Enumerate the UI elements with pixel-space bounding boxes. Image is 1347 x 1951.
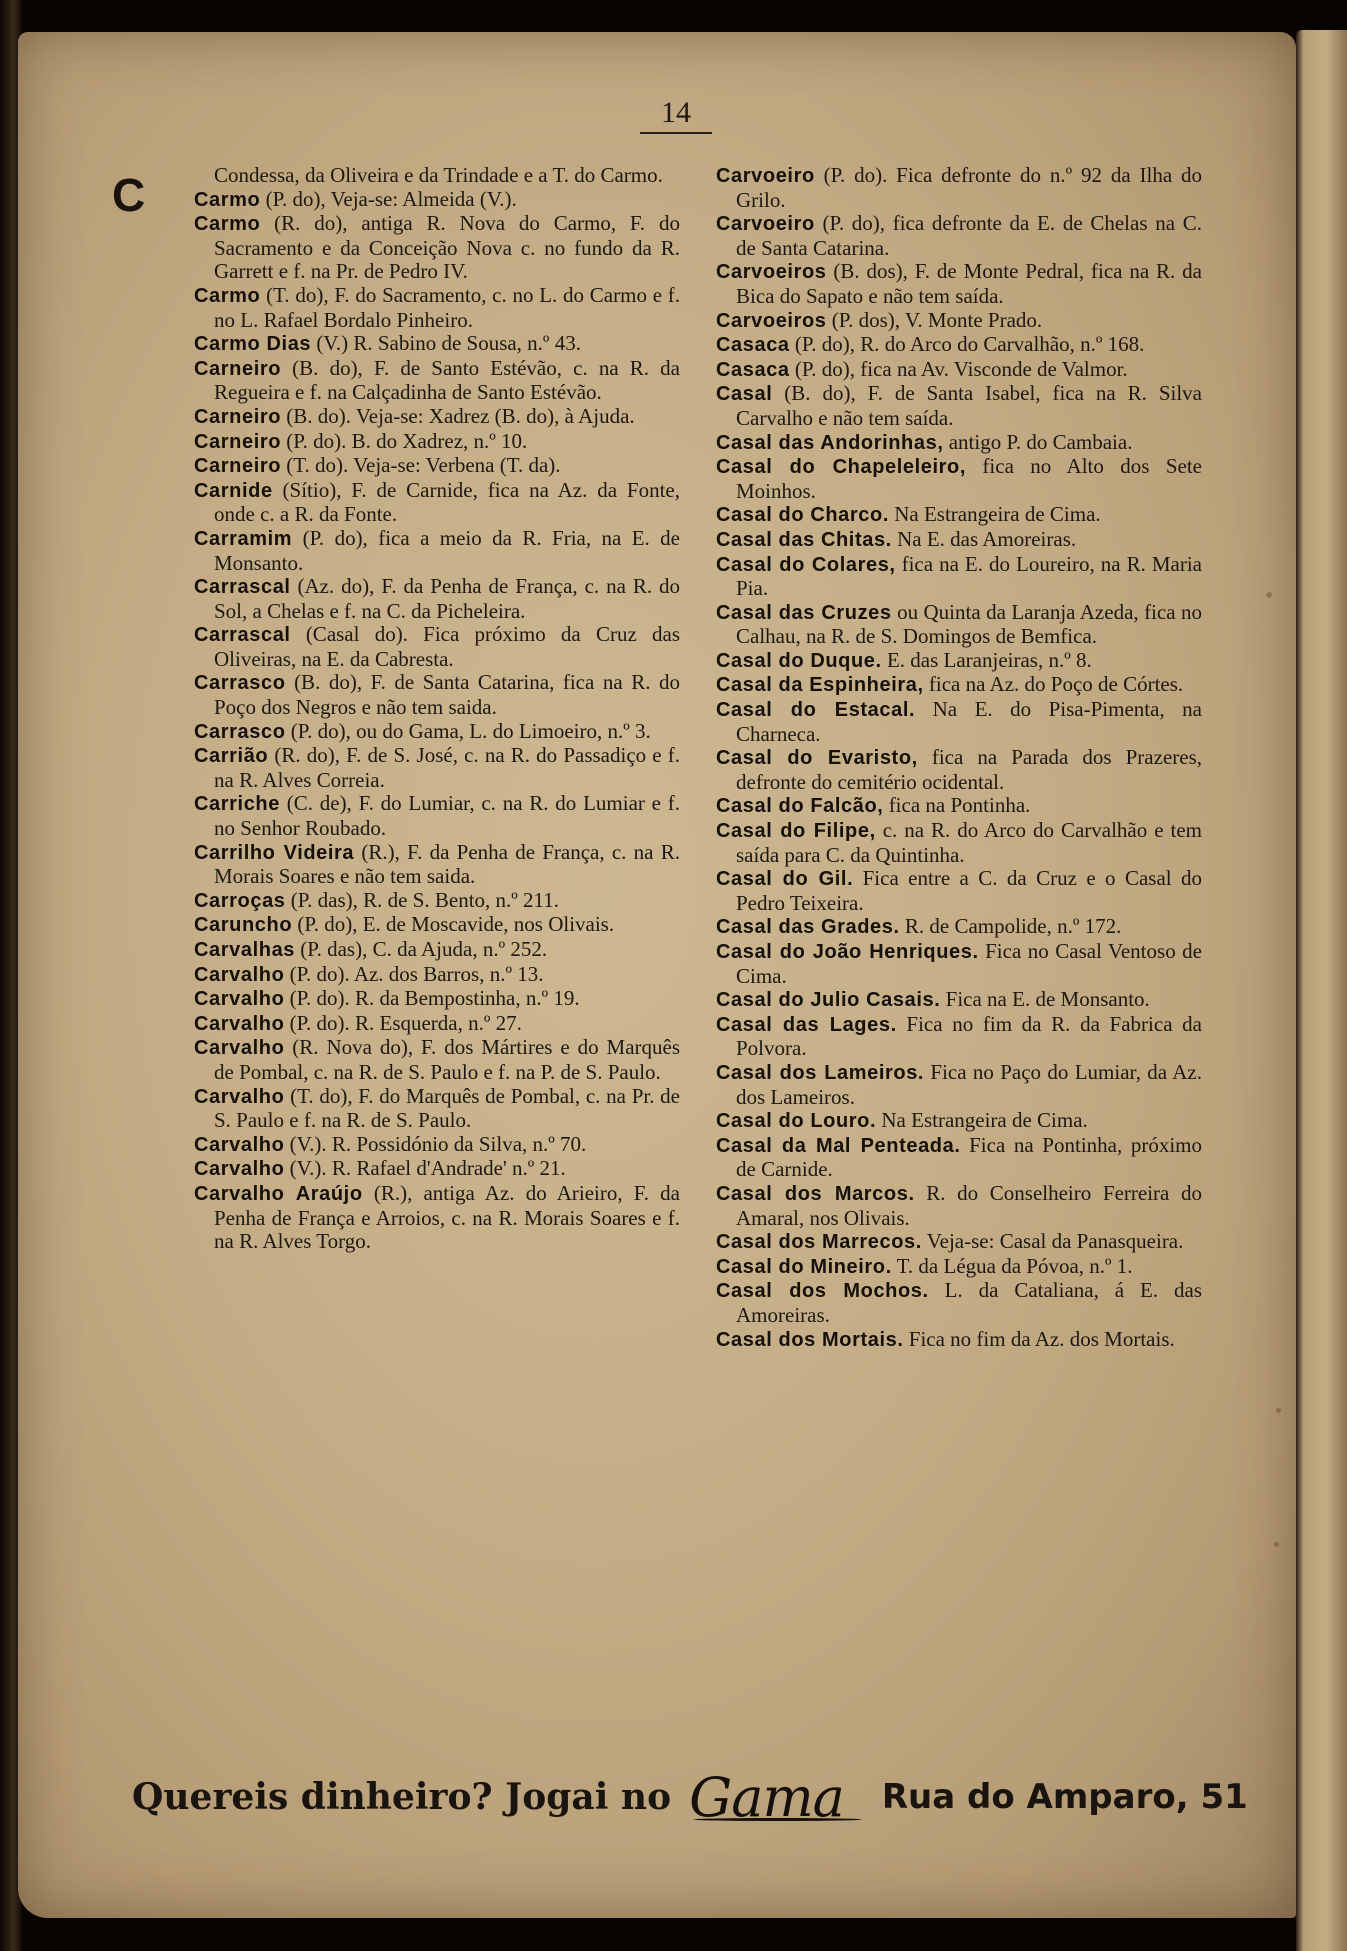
street-description: antigo P. do Cambaia. — [943, 429, 1133, 454]
street-name: Casal do João Henriques. — [716, 941, 979, 963]
street-description: Fica no Casal Ventoso de Cima. — [736, 939, 1202, 988]
street-name: Casal do Chapeleleiro, — [716, 456, 967, 479]
paper-stain — [1274, 1542, 1279, 1547]
street-description: Fica entre a C. da Cruz e o Casal do Pedro Teixeira. — [736, 866, 1202, 915]
street-name: Casal do Filipe, — [716, 820, 876, 843]
street-description: E. das Laranjeiras, n.º 8. — [881, 647, 1092, 672]
street-description: Fica no Paço do Lumiar, da Az. dos Lameiros. — [736, 1059, 1202, 1109]
street-description: fica na Pontinha. — [883, 793, 1031, 818]
street-entry — [716, 212, 1202, 260]
street-entry — [716, 260, 1202, 308]
street-description: (T. do). Veja-se: Verbena (T. da). — [281, 453, 561, 478]
street-name: Casal — [716, 383, 773, 406]
street-entry — [716, 553, 1202, 601]
street-description: (B. do), F. de Santo Estévão, c. na R. da Regueira e f. na Calçadinha de Santo Estévão. — [214, 355, 680, 405]
street-name: Casal das Andorinhas, — [716, 431, 944, 454]
street-entry — [194, 284, 680, 332]
street-description: (P. do). Az. dos Barros, n.º 13. — [284, 961, 544, 986]
street-name: Casal dos Mortais. — [716, 1328, 904, 1351]
street-description: Na E. das Amoreiras. — [891, 526, 1077, 551]
street-entry — [716, 940, 1202, 988]
street-description: L. da Cataliana, á E. das Amoreiras. — [736, 1278, 1202, 1327]
street-name: Casal da Espinheira, — [716, 674, 924, 697]
footer-address: Rua do Amparo, 51 — [881, 1777, 1248, 1817]
street-name: Casal dos Marrecos. — [716, 1231, 922, 1254]
street-description: (P. das), R. de S. Bento, n.º 211. — [285, 887, 560, 912]
street-entry — [194, 623, 680, 671]
street-name: Carramim — [194, 527, 293, 550]
street-entry — [716, 1279, 1202, 1327]
street-name: Carvalho — [194, 1133, 285, 1156]
footer-slogan: Quereis dinheiro? Jogai no — [132, 1776, 672, 1818]
street-name: Carvoeiro — [716, 213, 815, 236]
street-name: Casal das Grades. — [716, 916, 900, 939]
street-description: Fica no fim da Az. dos Mortais. — [903, 1326, 1175, 1351]
street-name: Carrião — [194, 745, 269, 768]
street-name: Carnide — [194, 479, 273, 502]
street-entry — [716, 819, 1202, 867]
street-description: (P. do), ou do Gama, L. do Limoeiro, n.º 3. — [285, 718, 651, 743]
street-description: Condessa, da Oliveira e da Trindade e a T. do Carmo. — [214, 163, 663, 187]
street-entry — [716, 455, 1202, 503]
street-name: Carvoeiros — [716, 309, 827, 332]
street-name: Casal dos Lameiros. — [716, 1061, 925, 1084]
street-description: fica no Alto dos Sete Moinhos. — [736, 454, 1202, 503]
street-entry — [194, 1036, 680, 1084]
street-entry — [716, 503, 1202, 528]
street-description: (P. do). B. do Xadrez, n.º 10. — [281, 428, 528, 453]
street-entry — [716, 1061, 1202, 1109]
street-entry — [716, 673, 1202, 698]
street-entry — [194, 1157, 680, 1182]
street-name: Casal do Gil. — [716, 868, 854, 891]
street-entry — [716, 698, 1202, 746]
street-description: (P. do), E. de Moscavide, nos Olivais. — [292, 912, 615, 937]
street-description: (V.). R. Rafael d'Andrade' n.º 21. — [284, 1156, 566, 1181]
street-entry — [716, 1230, 1202, 1255]
street-name: Carvoeiros — [716, 261, 827, 284]
street-name: Carrascal — [194, 624, 291, 647]
street-entry — [194, 720, 680, 745]
street-name: Casal das Cruzes — [716, 601, 892, 624]
street-name: Casal do Colares, — [716, 553, 896, 576]
street-name: Casal dos Marcos. — [716, 1182, 915, 1205]
right-column — [716, 164, 1202, 1352]
street-description: Veja-se: Casal da Panasqueira. — [921, 1229, 1184, 1254]
street-description: c. na R. do Arco do Carvalhão e tem saída para C. da Quintinha. — [736, 818, 1202, 867]
street-name: Caruncho — [194, 914, 293, 937]
street-description: Na Estrangeira de Cima. — [888, 502, 1101, 527]
street-name: Carrasco — [194, 720, 286, 743]
street-description: (R. do), F. de S. José, c. na R. do Passadiço e f. na R. Alves Correia. — [214, 743, 680, 792]
paper-stain — [1266, 592, 1272, 598]
street-description: (P. do), fica defronte da E. de Chelas na C. de Santa Catarina. — [736, 211, 1202, 260]
street-entry — [716, 528, 1202, 553]
street-name: Casal do Estacal. — [716, 699, 916, 722]
street-entry — [194, 1133, 680, 1158]
street-entry — [194, 164, 680, 188]
street-description: Fica na E. de Monsanto. — [940, 987, 1150, 1012]
street-entry — [194, 841, 680, 889]
section-letter: C — [112, 169, 146, 221]
street-entry — [716, 794, 1202, 819]
street-description: (R. do), antiga R. Nova do Carmo, F. do Sacramento e da Conceição Nova c. no fundo da R. Garrett e f. na Pr. de Pedro IV. — [214, 211, 680, 284]
street-entry — [194, 792, 680, 840]
street-name: Casal do Julio Casais. — [716, 989, 941, 1012]
street-name: Carroças — [194, 889, 286, 912]
street-description: (P. do). Fica defronte do n.º 92 da Ilha do Grilo. — [736, 163, 1202, 212]
street-description: (R.), F. da Penha de França, c. na R. Morais Soares e não tem saida. — [214, 839, 680, 889]
street-entry — [194, 671, 680, 719]
street-name: Carrasco — [194, 672, 286, 695]
street-name: Casal do Mineiro. — [716, 1255, 892, 1278]
street-entry — [194, 188, 680, 213]
street-entry — [716, 915, 1202, 940]
street-description: (P. dos), V. Monte Prado. — [826, 307, 1043, 332]
street-entry — [716, 1109, 1202, 1134]
street-description: (B. dos), F. de Monte Pedral, fica na R. da Bica do Sapato e não tem saída. — [736, 259, 1202, 308]
street-entry — [716, 1182, 1202, 1230]
page-number: 14 — [640, 96, 712, 134]
street-entry — [716, 601, 1202, 649]
street-name: Casal do Evaristo, — [716, 747, 918, 770]
street-entry — [716, 649, 1202, 674]
street-entry — [716, 333, 1202, 358]
street-description: T. da Légua da Póvoa, n.º 1. — [891, 1253, 1133, 1278]
street-description: Na E. do Pisa-Pimenta, na Charneca. — [736, 697, 1202, 746]
street-name: Carmo — [194, 188, 261, 211]
street-description: (P. do). R. Esquerda, n.º 27. — [284, 1010, 522, 1035]
street-name: Carneiro — [194, 405, 282, 428]
street-entry — [194, 454, 680, 479]
street-description: (P. do), fica a meio da R. Fria, na E. de Monsanto. — [214, 525, 680, 575]
street-entry — [194, 479, 680, 527]
street-description: (T. do), F. do Sacramento, c. no L. do Carmo e f. no L. Rafael Bordalo Pinheiro. — [214, 282, 680, 332]
street-name: Carvalho — [194, 963, 285, 986]
street-entry — [716, 358, 1202, 383]
street-name: Carmo — [194, 213, 261, 236]
street-entry — [716, 746, 1202, 794]
street-name: Casal do Charco. — [716, 504, 889, 527]
street-entry — [716, 309, 1202, 334]
street-entry — [716, 382, 1202, 430]
street-name: Carvalho Araújo — [194, 1182, 363, 1205]
street-entry — [716, 164, 1202, 212]
street-description: (R.), antiga Az. do Arieiro, F. da Penha de França e Arroios, c. na R. Morais Soares e f. na R. Alves Torgo. — [214, 1180, 680, 1254]
street-description: (B. do), F. de Santa Isabel, fica na R. Silva Carvalho e não tem saída. — [736, 381, 1202, 430]
street-entry — [194, 430, 680, 455]
street-name: Casal das Lages. — [716, 1013, 897, 1036]
street-entry — [194, 332, 680, 357]
street-entry — [194, 889, 680, 914]
street-description: (P. do). R. da Bempostinha, n.º 19. — [284, 986, 580, 1011]
street-description: (P. do), fica na Av. Visconde de Valmor. — [789, 356, 1128, 381]
street-entry — [194, 527, 680, 575]
street-entry — [194, 744, 680, 792]
street-description: (P. das), C. da Ajuda, n.º 252. — [295, 937, 548, 961]
street-entry — [194, 913, 680, 938]
street-name: Carriche — [194, 793, 280, 816]
street-name: Casal das Chitas. — [716, 528, 892, 551]
street-description: (Sítio), F. de Carnide, fica na Az. da Fonte, onde c. a R. da Fonte. — [214, 477, 680, 527]
street-description: fica na E. do Loureiro, na R. Maria Pia. — [736, 551, 1202, 601]
street-description: (P. do), R. do Arco do Carvalhão, n.º 168. — [789, 332, 1145, 357]
street-entry — [194, 987, 680, 1012]
street-entry — [194, 1085, 680, 1133]
street-description: R. de Campolide, n.º 172. — [899, 914, 1122, 939]
street-name: Carvalho — [194, 1012, 285, 1035]
street-entry — [194, 938, 680, 963]
street-name: Carrascal — [194, 576, 291, 599]
street-name: Carneiro — [194, 357, 282, 380]
street-entry — [194, 212, 680, 284]
street-entry — [716, 1255, 1202, 1280]
street-name: Casal da Mal Penteada. — [716, 1134, 961, 1157]
street-name: Carvoeiro — [716, 165, 815, 187]
street-description: fica na Az. do Poço de Córtes. — [923, 672, 1184, 697]
street-name: Carrilho Videira — [194, 841, 355, 864]
street-name: Casal do Louro. — [716, 1110, 877, 1133]
street-description: fica na Parada dos Prazeres, defronte do cemitério ocidental. — [736, 745, 1202, 794]
street-entry — [716, 431, 1202, 456]
street-description: Fica na Pontinha, próximo de Carnide. — [736, 1132, 1203, 1182]
street-description: (P. do), Veja-se: Almeida (V.). — [260, 186, 517, 211]
street-entry — [194, 405, 680, 430]
gama-logo: Gama — [689, 1765, 844, 1829]
adjacent-page-edge — [1296, 30, 1347, 1951]
street-description: ou Quinta da Laranja Azeda, fica no Calhau, na R. de S. Domingos de Bemfica. — [736, 599, 1202, 649]
street-name: Casal do Falcão, — [716, 795, 884, 818]
street-entry — [194, 357, 680, 405]
street-description: (C. de), F. do Lumiar, c. na R. do Lumiar e f. no Senhor Roubado. — [214, 791, 680, 841]
street-entry — [716, 1328, 1202, 1353]
paper-stain — [1276, 1408, 1281, 1413]
street-description: Fica no fim da R. da Fabrica da Polvora. — [736, 1011, 1203, 1061]
street-name: Carvalhas — [194, 939, 296, 961]
street-description: (B. do), F. de Santa Catarina, fica na R. do Poço dos Negros e não tem saida. — [214, 670, 680, 720]
street-description: (Casal do). Fica próximo da Cruz das Oliveiras, na E. da Cabresta. — [214, 622, 680, 671]
street-name: Carmo — [194, 284, 261, 307]
street-entry — [716, 1013, 1202, 1061]
street-entry — [716, 867, 1202, 915]
street-name: Carvalho — [194, 988, 285, 1011]
street-entry — [194, 1012, 680, 1037]
street-name: Casal do Duque. — [716, 649, 882, 672]
street-name: Carvalho — [194, 1158, 285, 1181]
street-name: Carneiro — [194, 455, 282, 478]
street-description: (R. Nova do), F. dos Mártires e do Marquês de Pombal, c. na R. de S. Paulo e f. na P. de S. Paulo. — [214, 1035, 680, 1084]
street-name: Carvalho — [194, 1037, 285, 1060]
street-name: Carvalho — [194, 1085, 285, 1108]
street-description: (Az. do), F. da Penha de França, c. na R. do Sol, a Chelas e f. na C. da Picheleira. — [214, 574, 680, 623]
street-description: Na Estrangeira de Cima. — [876, 1108, 1088, 1133]
street-entry — [194, 575, 680, 623]
street-entry — [194, 963, 680, 988]
street-description: (T. do), F. do Marquês de Pombal, c. na Pr. de S. Paulo e f. na R. de S. Paulo. — [214, 1083, 680, 1133]
street-name: Casaca — [716, 358, 790, 381]
street-entry — [716, 1134, 1202, 1182]
street-name: Carmo Dias — [194, 333, 312, 356]
street-name: Carneiro — [194, 430, 282, 453]
left-column — [194, 164, 680, 1254]
street-entry — [194, 1182, 680, 1254]
street-name: Casal dos Mochos. — [716, 1280, 929, 1303]
street-description: R. do Conselheiro Ferreira do Amaral, nos Olivais. — [736, 1180, 1202, 1230]
street-description: (V.) R. Sabino de Sousa, n.º 43. — [311, 331, 581, 356]
street-entry — [716, 988, 1202, 1013]
street-description: (B. do). Veja-se: Xadrez (B. do), à Ajuda. — [281, 403, 635, 428]
advertisement-footer — [132, 1762, 1288, 1832]
street-name: Casaca — [716, 334, 790, 357]
street-description: (V.). R. Possidónio da Silva, n.º 70. — [284, 1131, 587, 1156]
